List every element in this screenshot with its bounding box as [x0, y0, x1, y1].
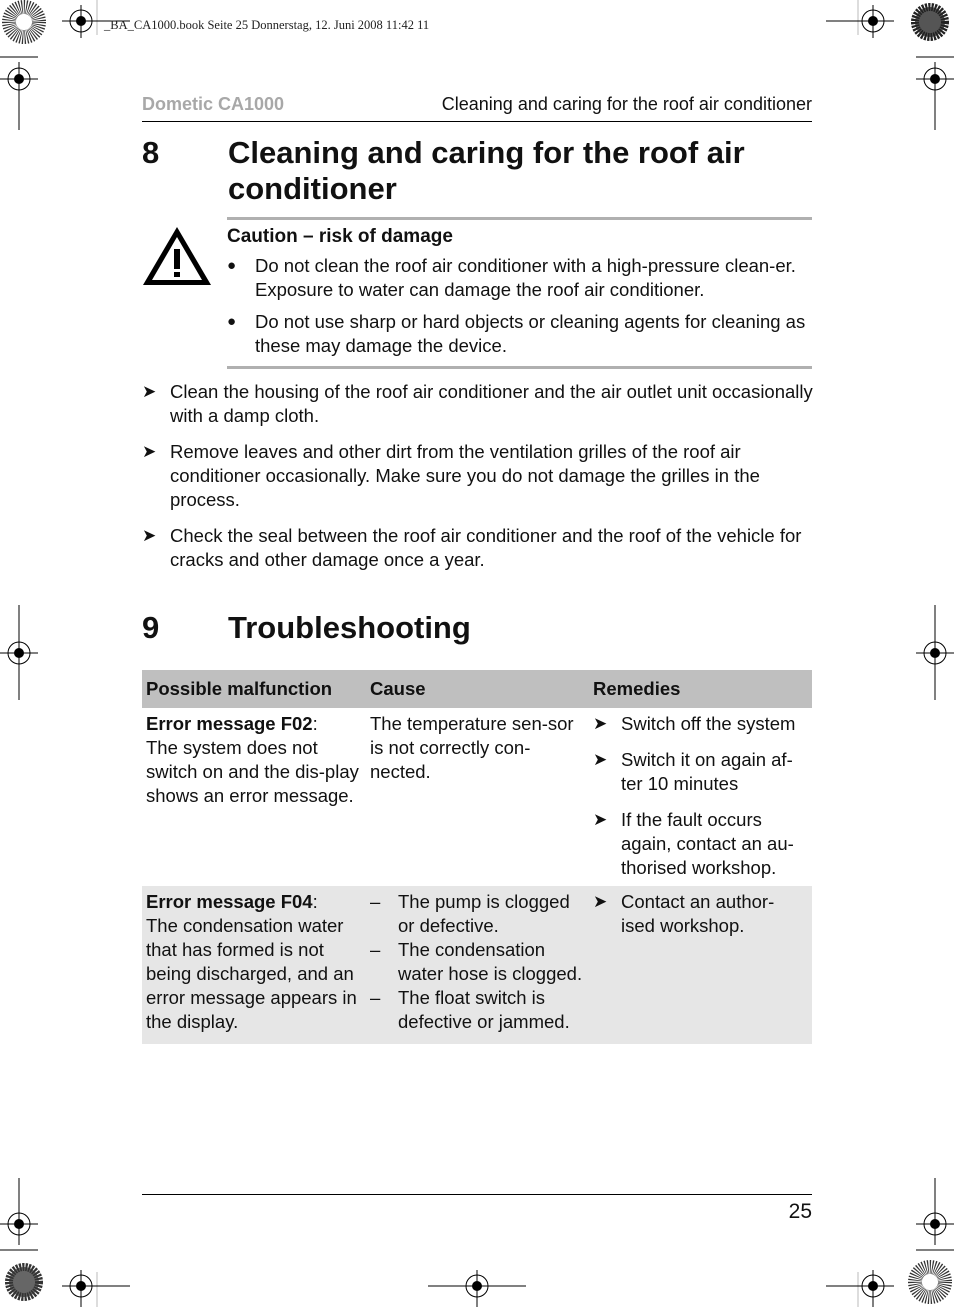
column-header: Cause [366, 670, 589, 708]
dash-bullet: – [370, 891, 381, 912]
cause-cell: The temperature sen-sor is not correctly con-nected. [370, 713, 574, 782]
page-number: 25 [788, 1200, 812, 1223]
arrow-icon: ➤ [142, 382, 157, 401]
arrow-icon: ➤ [593, 750, 608, 769]
print-slug: _BA_CA1000.book Seite 25 Donnerstag, 12. Juni 2008 11:42 11 [104, 18, 430, 32]
section-number: 9 [142, 610, 160, 645]
remedies-cell [589, 886, 812, 1044]
column-header: Remedies [589, 670, 812, 708]
error-code: Error message F04 [146, 891, 313, 912]
column-header: Possible malfunction [142, 670, 366, 708]
arrow-icon: ➤ [593, 810, 608, 829]
section-number: 8 [142, 135, 160, 170]
section-9-heading [0, 610, 954, 650]
header-rule [142, 121, 812, 122]
footer-rule [142, 1194, 812, 1195]
cause-cell [366, 886, 589, 1044]
step-item [142, 524, 814, 572]
step-text: Check the seal between the roof air conditioner and the roof of the vehicle for cracks and other damage once a year. [170, 525, 802, 570]
section-title: Cleaning and caring for the roof air conditioner [228, 135, 745, 206]
arrow-icon: ➤ [593, 892, 608, 911]
arrow-icon: ➤ [142, 526, 157, 545]
colon: : [312, 891, 318, 912]
cause-item [370, 986, 585, 1034]
remedy-text: Switch it on again af-ter 10 minutes [621, 749, 793, 794]
table-header-row [142, 670, 812, 708]
caution-title: Caution – risk of damage [227, 226, 453, 247]
remedy-text: Contact an author-ised workshop. [621, 891, 775, 936]
warning-triangle-icon [141, 225, 213, 287]
malfunction-text: The condensation water that has formed is not being discharged, and an error message appears in the display. [146, 915, 357, 1032]
header-section-title: Cleaning and caring for the roof air conditioner [441, 94, 812, 114]
cause-text: The pump is clogged or defective. [398, 891, 570, 936]
remedy-item [593, 748, 808, 796]
step-text: Clean the housing of the roof air conditioner and the air outlet unit occasionally with a damp cloth. [170, 381, 813, 426]
dash-bullet: – [370, 987, 381, 1008]
cleaning-steps [142, 380, 814, 584]
cause-text: The condensation water hose is clogged. [398, 939, 583, 984]
remedy-item [593, 712, 808, 736]
remedy-text: If the fault occurs again, contact an au-thorised workshop. [621, 809, 794, 878]
malfunction-cell [142, 886, 366, 1044]
malfunction-cell [142, 708, 366, 886]
remedy-text: Switch off the system [621, 713, 796, 734]
caution-top-rule [227, 217, 812, 220]
caution-item: ● Do not clean the roof air conditioner with a high-pressure clean-er. Exposure to water can damage the roof air conditioner. [227, 254, 812, 302]
arrow-icon: ➤ [593, 714, 608, 733]
arrow-icon: ➤ [142, 442, 157, 461]
colon: : [312, 713, 318, 734]
remedy-item [593, 808, 808, 880]
section-title: Troubleshooting [228, 610, 471, 645]
cause-item [370, 938, 585, 986]
table-row [142, 886, 812, 1044]
header-brand: Dometic CA1000 [142, 94, 285, 114]
step-item [142, 380, 814, 428]
dash-bullet: – [370, 939, 381, 960]
error-code: Error message F02 [146, 713, 313, 734]
table-row [142, 708, 812, 886]
cause-text: The float switch is defective or jammed. [398, 987, 570, 1032]
caution-bottom-rule [227, 366, 812, 369]
cause-item [370, 890, 585, 938]
caution-list [227, 254, 812, 358]
remedy-item [593, 890, 808, 938]
step-item [142, 440, 814, 512]
caution-item: ● Do not use sharp or hard objects or cleaning agents for cleaning as these may damage the device. [227, 310, 812, 358]
malfunction-text: The system does not switch on and the dis-play shows an error message. [146, 737, 359, 806]
remedies-cell [589, 708, 812, 886]
section-8-heading [0, 135, 954, 207]
step-text: Remove leaves and other dirt from the ventilation grilles of the roof air conditioner occasionally. Make sure you do not damage the grilles in the process. [170, 441, 760, 510]
caution-box [227, 217, 812, 369]
troubleshooting-table [142, 670, 812, 1044]
